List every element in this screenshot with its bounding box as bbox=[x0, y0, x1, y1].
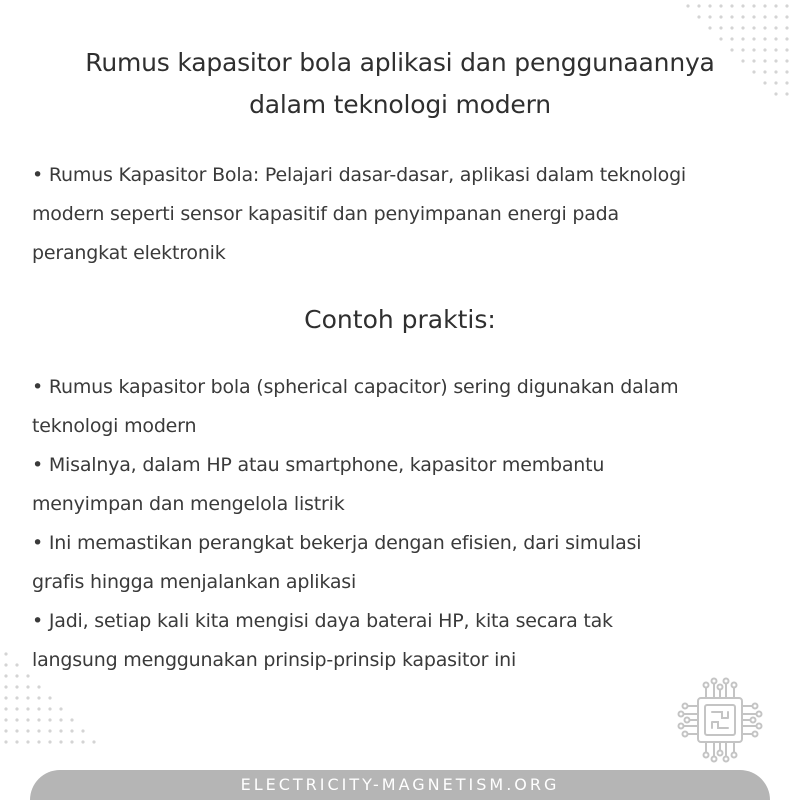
circuit-chip-icon bbox=[672, 672, 768, 768]
bullet-line: • Misalnya, dalam HP atau smartphone, kapasitor membantu bbox=[32, 454, 605, 476]
dot bbox=[774, 92, 777, 95]
dot bbox=[719, 4, 722, 7]
dot bbox=[4, 718, 7, 721]
dot bbox=[70, 729, 73, 732]
dot bbox=[697, 15, 700, 18]
dot bbox=[15, 718, 18, 721]
dot bbox=[4, 685, 7, 688]
dot bbox=[70, 718, 73, 721]
footer-site-name: ELECTRICITY-MAGNETISM.ORG bbox=[240, 775, 560, 794]
dot bbox=[37, 718, 40, 721]
dot bbox=[697, 4, 700, 7]
dot bbox=[26, 729, 29, 732]
dot bbox=[719, 26, 722, 29]
dot bbox=[686, 4, 689, 7]
bullet-line: teknologi modern bbox=[32, 415, 197, 437]
dot bbox=[59, 729, 62, 732]
dot bbox=[763, 70, 766, 73]
dot bbox=[4, 707, 7, 710]
dot bbox=[92, 740, 95, 743]
dot bbox=[763, 26, 766, 29]
dot bbox=[708, 4, 711, 7]
dot bbox=[785, 4, 788, 7]
dot bbox=[48, 707, 51, 710]
dot bbox=[4, 740, 7, 743]
dot bbox=[763, 81, 766, 84]
bullet-line: menyimpan dan mengelola listrik bbox=[32, 493, 345, 515]
dot bbox=[15, 729, 18, 732]
bullet-line: grafis hingga menjalankan aplikasi bbox=[32, 571, 357, 593]
dot bbox=[774, 48, 777, 51]
dot bbox=[785, 59, 788, 62]
dot bbox=[26, 674, 29, 677]
dot bbox=[752, 15, 755, 18]
dot bbox=[48, 718, 51, 721]
dot bbox=[48, 696, 51, 699]
bullet-line: langsung menggunakan prinsip-prinsip kapasitor ini bbox=[32, 649, 517, 671]
dot bbox=[26, 718, 29, 721]
page-title bbox=[40, 42, 760, 126]
dot bbox=[4, 729, 7, 732]
dot bbox=[752, 4, 755, 7]
dot bbox=[4, 696, 7, 699]
dot bbox=[81, 729, 84, 732]
dot bbox=[785, 81, 788, 84]
dot bbox=[48, 729, 51, 732]
dot bbox=[719, 37, 722, 40]
dot bbox=[774, 37, 777, 40]
dot bbox=[15, 663, 18, 666]
dot bbox=[81, 740, 84, 743]
dot bbox=[26, 696, 29, 699]
dot bbox=[752, 26, 755, 29]
summary-line: modern seperti sensor kapasitif dan penyimpanan energi pada bbox=[32, 203, 619, 225]
dot bbox=[763, 4, 766, 7]
dot bbox=[26, 685, 29, 688]
dot bbox=[15, 685, 18, 688]
dot bbox=[774, 70, 777, 73]
dot bbox=[774, 15, 777, 18]
dot bbox=[719, 15, 722, 18]
dot bbox=[26, 740, 29, 743]
summary-paragraph bbox=[32, 156, 772, 273]
dot bbox=[37, 740, 40, 743]
dot bbox=[763, 48, 766, 51]
title-line: dalam teknologi modern bbox=[249, 90, 551, 119]
dot bbox=[59, 718, 62, 721]
dot bbox=[4, 663, 7, 666]
dot bbox=[785, 70, 788, 73]
bullet-list bbox=[32, 368, 777, 680]
dot bbox=[763, 37, 766, 40]
dot bbox=[37, 685, 40, 688]
dot bbox=[15, 696, 18, 699]
dot bbox=[15, 674, 18, 677]
dot bbox=[37, 707, 40, 710]
dot bbox=[774, 26, 777, 29]
dot bbox=[785, 92, 788, 95]
dot bbox=[48, 740, 51, 743]
dot bbox=[59, 740, 62, 743]
dot bbox=[59, 707, 62, 710]
dot bbox=[774, 4, 777, 7]
dot bbox=[70, 740, 73, 743]
dot bbox=[741, 15, 744, 18]
dot bbox=[37, 696, 40, 699]
dot bbox=[15, 707, 18, 710]
dot bbox=[785, 48, 788, 51]
dot bbox=[752, 37, 755, 40]
dot bbox=[730, 15, 733, 18]
dot bbox=[26, 707, 29, 710]
dot bbox=[763, 15, 766, 18]
dot bbox=[741, 4, 744, 7]
dot bbox=[741, 37, 744, 40]
dot bbox=[785, 15, 788, 18]
summary-line: perangkat elektronik bbox=[32, 242, 226, 264]
dot bbox=[730, 37, 733, 40]
footer-bar bbox=[30, 770, 770, 800]
summary-line: • Rumus Kapasitor Bola: Pelajari dasar-dasar, aplikasi dalam teknologi bbox=[32, 164, 687, 186]
bullet-line: • Ini memastikan perangkat bekerja dengan efisien, dari simulasi bbox=[32, 532, 642, 554]
section-heading: Contoh praktis: bbox=[304, 305, 496, 334]
dot bbox=[741, 26, 744, 29]
dot bbox=[15, 740, 18, 743]
title-line: Rumus kapasitor bola aplikasi dan penggunaannya bbox=[85, 48, 715, 77]
dot bbox=[4, 652, 7, 655]
dot bbox=[37, 729, 40, 732]
dot bbox=[763, 59, 766, 62]
bullet-line: • Rumus kapasitor bola (spherical capacitor) sering digunakan dalam bbox=[32, 376, 679, 398]
dot bbox=[785, 26, 788, 29]
dot bbox=[785, 37, 788, 40]
dot bbox=[708, 26, 711, 29]
bullet-line: • Jadi, setiap kali kita mengisi daya baterai HP, kita secara tak bbox=[32, 610, 613, 632]
dot bbox=[774, 59, 777, 62]
dot bbox=[730, 4, 733, 7]
dot bbox=[4, 674, 7, 677]
dot bbox=[730, 26, 733, 29]
dot bbox=[774, 81, 777, 84]
dot bbox=[708, 15, 711, 18]
